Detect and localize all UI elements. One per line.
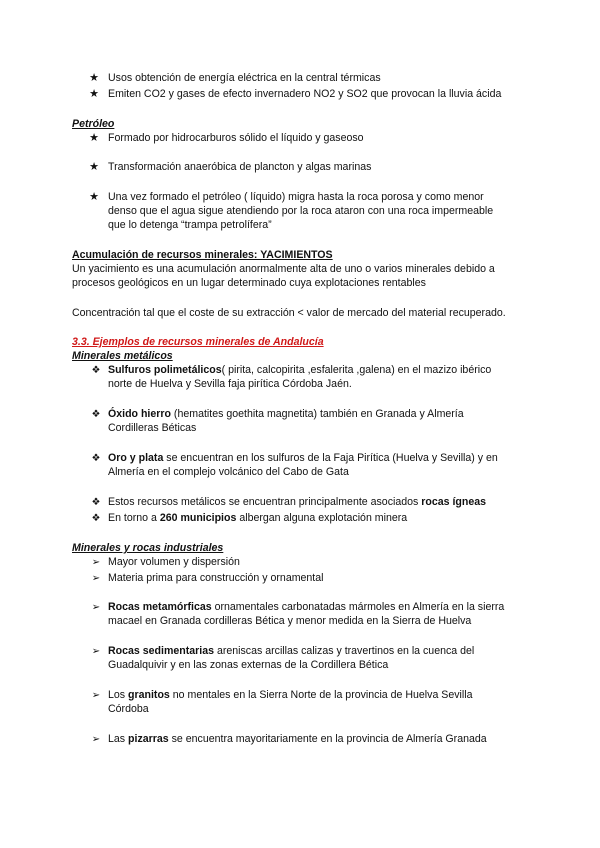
- list-item: Los granitos no mentales en la Sierra Norte de la provincia de Huelva Sevilla: [108, 689, 473, 701]
- list-item: Formado por hidrocarburos sólido el líquido y gaseoso: [108, 132, 364, 144]
- petroleo-heading: Petróleo: [72, 118, 115, 130]
- list-item-continuation: macael en Granada cordilleras Bética y menor medida en la Sierra de Huelva: [108, 615, 472, 627]
- arrow-icon: ➢: [91, 646, 101, 657]
- list-item: Transformación anaeróbica de plancton y algas marinas: [108, 161, 372, 173]
- diamond-icon: ❖: [91, 365, 101, 376]
- list-item: Rocas sedimentarias areniscas arcillas calizas y travertinos en la cuenca del: [108, 645, 475, 657]
- list-item: Óxido hierro (hematites goethita magnetita) también en Granada y Almería: [108, 408, 464, 420]
- list-item: Rocas metamórficas ornamentales carbonatadas mármoles en Almería en la sierra: [108, 601, 505, 613]
- list-item: Emiten CO2 y gases de efecto invernadero NO2 y SO2 que provocan la lluvia ácida: [108, 88, 502, 100]
- list-item: Materia prima para construcción y ornamental: [108, 572, 324, 584]
- diamond-icon: ❖: [91, 453, 101, 464]
- list-item: Sulfuros polimetálicos( pirita, calcopirita ,esfalerita ,galena) en el mazizo ibérico: [108, 364, 492, 376]
- industriales-heading: Minerales y rocas industriales: [72, 542, 224, 554]
- paragraph-line: Un yacimiento es una acumulación anormalmente alta de uno o varios minerales debido a: [72, 263, 495, 275]
- list-item: Estos recursos metálicos se encuentran principalmente asociados rocas ígneas: [108, 496, 487, 508]
- diamond-icon: ❖: [91, 497, 101, 508]
- diamond-icon: ❖: [91, 513, 101, 524]
- star-icon: ★: [89, 72, 99, 84]
- arrow-icon: ➢: [91, 573, 101, 584]
- list-item: En torno a 260 municipios albergan alguna explotación minera: [108, 512, 408, 524]
- paragraph-line: procesos geológicos en un lugar determinado cuya explotaciones rentables: [72, 277, 426, 289]
- list-item: Usos obtención de energía eléctrica en la central térmicas: [108, 72, 381, 84]
- list-item-continuation: denso que el agua sigue atendiendo por la roca ataron con una roca impermeable: [108, 205, 494, 217]
- paragraph-line: Concentración tal que el coste de su extracción < valor de mercado del material recuperado.: [72, 307, 506, 319]
- star-icon: ★: [89, 161, 99, 173]
- list-item-continuation: Cordilleras Béticas: [108, 422, 197, 434]
- list-item: Mayor volumen y dispersión: [108, 556, 240, 568]
- star-icon: ★: [89, 191, 99, 203]
- list-item-continuation: que lo detenga “trampa petrolífera”: [108, 219, 272, 231]
- arrow-icon: ➢: [91, 557, 101, 568]
- star-icon: ★: [89, 88, 99, 100]
- list-item-continuation: Córdoba: [108, 703, 149, 715]
- list-item: Oro y plata se encuentran en los sulfuros de la Faja Pirítica (Huelva y Sevilla) y en: [108, 452, 498, 464]
- list-item-continuation: Guadalquivir y en las zonas externas de la Cordillera Bética: [108, 659, 389, 671]
- yacimientos-heading: Acumulación de recursos minerales: YACIMIENTOS: [72, 249, 333, 261]
- list-item-continuation: Almería en el complejo volcánico del Cabo de Gata: [108, 466, 349, 478]
- arrow-icon: ➢: [91, 734, 101, 745]
- star-icon: ★: [89, 132, 99, 144]
- arrow-icon: ➢: [91, 690, 101, 701]
- arrow-icon: ➢: [91, 602, 101, 613]
- list-item: Las pizarras se encuentra mayoritariamente en la provincia de Almería Granada: [108, 733, 487, 745]
- list-item-continuation: norte de Huelva y Sevilla faja pirítica Córdoba Jaén.: [108, 378, 352, 390]
- section-title: 3.3. Ejemplos de recursos minerales de Andalucía: [72, 336, 324, 348]
- diamond-icon: ❖: [91, 409, 101, 420]
- metalicos-heading: Minerales metálicos: [72, 350, 173, 362]
- list-item: Una vez formado el petróleo ( líquido) migra hasta la roca porosa y como menor: [108, 191, 484, 203]
